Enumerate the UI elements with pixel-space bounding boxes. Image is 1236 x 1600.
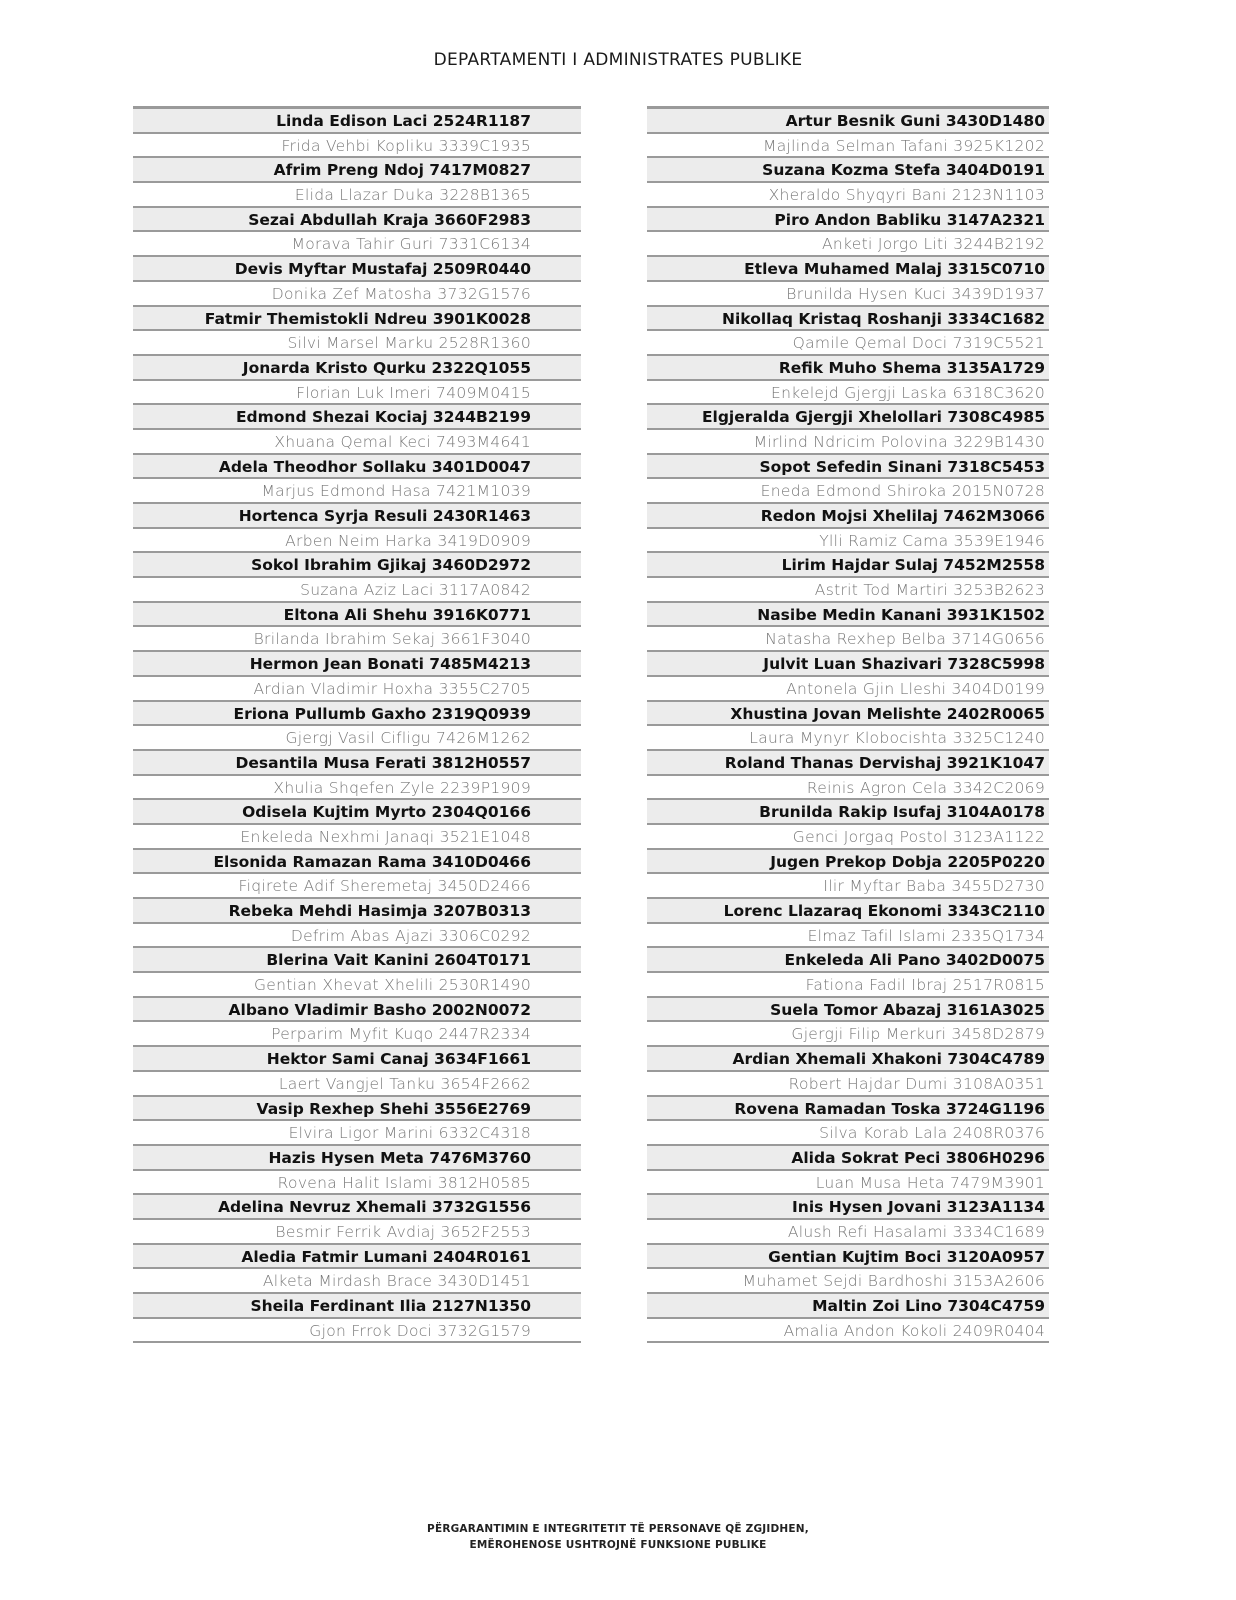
list-item: Inis Hysen Jovani 3123A1134 <box>647 1195 1049 1220</box>
list-item: Hortenca Syrja Resuli 2430R1463 <box>133 504 581 529</box>
list-item: Elvira Ligor Marini 6332C4318 <box>133 1121 581 1146</box>
list-item: Sheila Ferdinant Ilia 2127N1350 <box>133 1294 581 1319</box>
list-item: Enkelejd Gjergji Laska 6318C3620 <box>647 381 1049 406</box>
list-item: Luan Musa Heta 7479M3901 <box>647 1171 1049 1196</box>
list-item: Odisela Kujtim Myrto 2304Q0166 <box>133 800 581 825</box>
list-item: Xhustina Jovan Melishte 2402R0065 <box>647 702 1049 727</box>
list-item: Ardian Vladimir Hoxha 3355C2705 <box>133 677 581 702</box>
list-item: Lirim Hajdar Sulaj 7452M2558 <box>647 553 1049 578</box>
list-item: Elsonida Ramazan Rama 3410D0466 <box>133 850 581 875</box>
list-item: Xheraldo Shyqyri Bani 2123N1103 <box>647 183 1049 208</box>
list-item: Antonela Gjin Lleshi 3404D0199 <box>647 677 1049 702</box>
footer-line-2: EMËROHENOSE USHTROJNË FUNKSIONE PUBLIKE <box>469 1539 767 1551</box>
list-item: Etleva Muhamed Malaj 3315C0710 <box>647 257 1049 282</box>
list-item: Brilanda Ibrahim Sekaj 3661F3040 <box>133 627 581 652</box>
list-item: Besmir Ferrik Avdiaj 3652F2553 <box>133 1220 581 1245</box>
list-item: Eneda Edmond Shiroka 2015N0728 <box>647 479 1049 504</box>
list-item: Jugen Prekop Dobja 2205P0220 <box>647 850 1049 875</box>
list-item: Suzana Kozma Stefa 3404D0191 <box>647 158 1049 183</box>
list-item: Nasibe Medin Kanani 3931K1502 <box>647 603 1049 628</box>
list-item: Alketa Mirdash Brace 3430D1451 <box>133 1269 581 1294</box>
list-item: Linda Edison Laci 2524R1187 <box>133 109 581 134</box>
list-item: Fationa Fadil Ibraj 2517R0815 <box>647 973 1049 998</box>
list-item: Desantila Musa Ferati 3812H0557 <box>133 751 581 776</box>
list-item: Eltona Ali Shehu 3916K0771 <box>133 603 581 628</box>
list-item: Edmond Shezai Kociaj 3244B2199 <box>133 405 581 430</box>
page-title: DEPARTAMENTI I ADMINISTRATES PUBLIKE <box>433 50 803 70</box>
list-item: Aledia Fatmir Lumani 2404R0161 <box>133 1245 581 1270</box>
list-item: Mirlind Ndricim Polovina 3229B1430 <box>647 430 1049 455</box>
list-item: Eriona Pullumb Gaxho 2319Q0939 <box>133 702 581 727</box>
list-item: Gentian Xhevat Xhelili 2530R1490 <box>133 973 581 998</box>
list-item: Rovena Ramadan Toska 3724G1196 <box>647 1097 1049 1122</box>
list-item: Afrim Preng Ndoj 7417M0827 <box>133 158 581 183</box>
list-item: Enkeleda Nexhmi Janaqi 3521E1048 <box>133 825 581 850</box>
list-item: Genci Jorgaq Postol 3123A1122 <box>647 825 1049 850</box>
list-item: Blerina Vait Kanini 2604T0171 <box>133 948 581 973</box>
list-item: Robert Hajdar Dumi 3108A0351 <box>647 1072 1049 1097</box>
list-item: Piro Andon Babliku 3147A2321 <box>647 208 1049 233</box>
list-item: Morava Tahir Guri 7331C6134 <box>133 232 581 257</box>
list-item: Frida Vehbi Kopliku 3339C1935 <box>133 134 581 159</box>
list-item: Redon Mojsi Xhelilaj 7462M3066 <box>647 504 1049 529</box>
list-item: Hermon Jean Bonati 7485M4213 <box>133 652 581 677</box>
list-item: Albano Vladimir Basho 2002N0072 <box>133 998 581 1023</box>
list-item: Gjon Frrok Doci 3732G1579 <box>133 1319 581 1344</box>
list-item: Artur Besnik Guni 3430D1480 <box>647 109 1049 134</box>
list-item: Xhuana Qemal Keci 7493M4641 <box>133 430 581 455</box>
list-item: Hektor Sami Canaj 3634F1661 <box>133 1047 581 1072</box>
list-item: Sokol Ibrahim Gjikaj 3460D2972 <box>133 553 581 578</box>
list-item: Ylli Ramiz Cama 3539E1946 <box>647 529 1049 554</box>
list-item: Sezai Abdullah Kraja 3660F2983 <box>133 208 581 233</box>
footer-line-1: PËRGARANTIMIN E INTEGRITETIT TË PERSONAVE QË ZGJIDHEN, <box>427 1523 809 1535</box>
list-item: Donika Zef Matosha 3732G1576 <box>133 282 581 307</box>
list-item: Lorenc Llazaraq Ekonomi 3343C2110 <box>647 899 1049 924</box>
list-item: Reinis Agron Cela 3342C2069 <box>647 776 1049 801</box>
list-item: Nikollaq Kristaq Roshanji 3334C1682 <box>647 307 1049 332</box>
list-item: Maltin Zoi Lino 7304C4759 <box>647 1294 1049 1319</box>
list-item: Rebeka Mehdi Hasimja 3207B0313 <box>133 899 581 924</box>
list-item: Vasip Rexhep Shehi 3556E2769 <box>133 1097 581 1122</box>
list-item: Roland Thanas Dervishaj 3921K1047 <box>647 751 1049 776</box>
list-item: Elmaz Tafil Islami 2335Q1734 <box>647 924 1049 949</box>
list-item: Majlinda Selman Tafani 3925K1202 <box>647 134 1049 159</box>
list-item: Marjus Edmond Hasa 7421M1039 <box>133 479 581 504</box>
list-item: Silvi Marsel Marku 2528R1360 <box>133 331 581 356</box>
list-item: Qamile Qemal Doci 7319C5521 <box>647 331 1049 356</box>
list-item: Elida Llazar Duka 3228B1365 <box>133 183 581 208</box>
list-item: Brunilda Hysen Kuci 3439D1937 <box>647 282 1049 307</box>
list-item: Adelina Nevruz Xhemali 3732G1556 <box>133 1195 581 1220</box>
list-item: Perparim Myfit Kuqo 2447R2334 <box>133 1022 581 1047</box>
list-item: Suela Tomor Abazaj 3161A3025 <box>647 998 1049 1023</box>
list-item: Alida Sokrat Peci 3806H0296 <box>647 1146 1049 1171</box>
list-item: Elgjeralda Gjergji Xhelollari 7308C4985 <box>647 405 1049 430</box>
list-item: Muhamet Sejdi Bardhoshi 3153A2606 <box>647 1269 1049 1294</box>
list-item: Florian Luk Imeri 7409M0415 <box>133 381 581 406</box>
list-item: Astrit Tod Martiri 3253B2623 <box>647 578 1049 603</box>
list-item: Amalia Andon Kokoli 2409R0404 <box>647 1319 1049 1344</box>
list-item: Natasha Rexhep Belba 3714G0656 <box>647 627 1049 652</box>
list-item: Suzana Aziz Laci 3117A0842 <box>133 578 581 603</box>
list-item: Gjergji Filip Merkuri 3458D2879 <box>647 1022 1049 1047</box>
right-name-list <box>647 106 1049 1343</box>
left-name-list <box>133 106 581 1343</box>
list-item: Julvit Luan Shazivari 7328C5998 <box>647 652 1049 677</box>
list-item: Enkeleda Ali Pano 3402D0075 <box>647 948 1049 973</box>
list-item: Ardian Xhemali Xhakoni 7304C4789 <box>647 1047 1049 1072</box>
list-item: Xhulia Shqefen Zyle 2239P1909 <box>133 776 581 801</box>
list-item: Gjergj Vasil Cifligu 7426M1262 <box>133 726 581 751</box>
list-item: Defrim Abas Ajazi 3306C0292 <box>133 924 581 949</box>
list-item: Hazis Hysen Meta 7476M3760 <box>133 1146 581 1171</box>
list-item: Laura Mynyr Klobocishta 3325C1240 <box>647 726 1049 751</box>
list-item: Fatmir Themistokli Ndreu 3901K0028 <box>133 307 581 332</box>
list-item: Arben Neim Harka 3419D0909 <box>133 529 581 554</box>
list-item: Sopot Sefedin Sinani 7318C5453 <box>647 455 1049 480</box>
list-item: Rovena Halit Islami 3812H0585 <box>133 1171 581 1196</box>
list-item: Ilir Myftar Baba 3455D2730 <box>647 874 1049 899</box>
list-item: Devis Myftar Mustafaj 2509R0440 <box>133 257 581 282</box>
list-item: Anketi Jorgo Liti 3244B2192 <box>647 232 1049 257</box>
list-item: Jonarda Kristo Qurku 2322Q1055 <box>133 356 581 381</box>
footer <box>0 1521 1236 1553</box>
list-item: Gentian Kujtim Boci 3120A0957 <box>647 1245 1049 1270</box>
list-item: Alush Refi Hasalami 3334C1689 <box>647 1220 1049 1245</box>
list-item: Brunilda Rakip Isufaj 3104A0178 <box>647 800 1049 825</box>
list-item: Laert Vangjel Tanku 3654F2662 <box>133 1072 581 1097</box>
list-item: Refik Muho Shema 3135A1729 <box>647 356 1049 381</box>
list-item: Fiqirete Adif Sheremetaj 3450D2466 <box>133 874 581 899</box>
list-item: Silva Korab Lala 2408R0376 <box>647 1121 1049 1146</box>
list-item: Adela Theodhor Sollaku 3401D0047 <box>133 455 581 480</box>
